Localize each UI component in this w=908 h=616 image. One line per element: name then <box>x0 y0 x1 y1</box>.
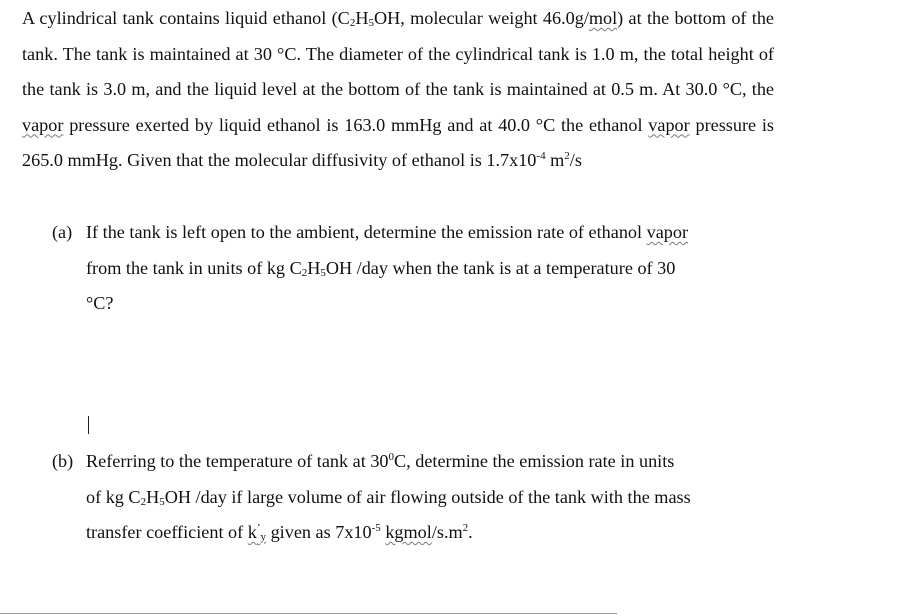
part-b-text: . <box>468 522 473 542</box>
part-a-text: If the tank is left open to the ambient, determine the emission rate of ethanol <box>86 222 647 242</box>
spellcheck-word: vapor <box>646 222 689 242</box>
subscript: 5 <box>320 266 326 279</box>
part-b-text: transfer coefficient of <box>86 522 248 542</box>
spellcheck-word: mol <box>588 8 618 28</box>
problem-text: H <box>355 8 369 28</box>
superscript: -5 <box>371 522 381 534</box>
part-b-line-2 <box>52 480 774 516</box>
part-a-text: OH /day when the tank is at a temperature of 30 <box>325 257 676 278</box>
part-a-label: (a) <box>52 222 73 242</box>
subscript: 5 <box>159 495 165 508</box>
subscript: 2 <box>349 17 356 29</box>
part-a <box>52 215 774 322</box>
part-b <box>52 444 774 551</box>
part-b-text: H <box>146 486 160 507</box>
subscript: 5 <box>368 17 374 29</box>
spellcheck-word: vapor <box>22 114 64 135</box>
superscript: 2 <box>462 522 469 534</box>
k-symbol: k <box>247 522 257 542</box>
part-b-text: C, determine the emission rate in units <box>394 451 675 471</box>
problem-text: ) at the bottom of the tank. The tank is maintained at 30 °C. The diameter of the cylindrical tank is 1.0 m, the total height of the tank is 3.0 m, and the liquid level at the bottom of the tank is maintained at 0.5 m. At 30.0 °C, the <box>22 8 774 99</box>
text-cursor[interactable] <box>88 416 89 434</box>
part-a-text: from the tank in units of kg C <box>86 257 302 278</box>
problem-text: m <box>545 150 565 170</box>
subscript: 2 <box>301 266 308 279</box>
spellcheck-word: kgmol <box>385 522 432 542</box>
problem-text: pressure is 265.0 mmHg. Given that the molecular diffusivity of ethanol is 1.7x10 <box>22 114 774 170</box>
problem-text: /s <box>569 150 582 170</box>
prime-mark: ’ <box>256 522 261 534</box>
problem-text: OH, molecular weight 46.0g/ <box>373 8 589 28</box>
part-b-text: /s.m <box>431 522 463 542</box>
page-bottom-rule <box>0 613 617 614</box>
part-a-line-2 <box>52 251 774 287</box>
part-b-text: of kg C <box>86 486 141 507</box>
superscript: -4 <box>536 150 546 162</box>
subscript: 2 <box>140 495 147 508</box>
problem-statement <box>22 1 774 179</box>
part-b-text: Referring to the temperature of tank at 30 <box>86 451 389 471</box>
part-a-text: H <box>307 257 321 278</box>
superscript: 0 <box>388 451 395 463</box>
superscript: 2 <box>564 150 570 162</box>
subscript: y <box>260 531 267 543</box>
spellcheck-word: vapor <box>648 114 690 135</box>
problem-text: pressure exerted by liquid ethanol is 163.0 mmHg and at 40.0 °C the ethanol <box>63 114 649 135</box>
part-b-line-3 <box>52 515 774 551</box>
problem-text: A cylindrical tank contains liquid ethanol (C <box>22 8 350 28</box>
part-b-text: OH /day if large volume of air flowing outside of the tank with the mass <box>164 486 691 507</box>
part-b-text: given as 7x10 <box>266 522 372 542</box>
spellcheck-word <box>248 522 266 542</box>
part-a-line-3: °C? <box>86 293 114 313</box>
part-b-label: (b) <box>52 451 74 471</box>
